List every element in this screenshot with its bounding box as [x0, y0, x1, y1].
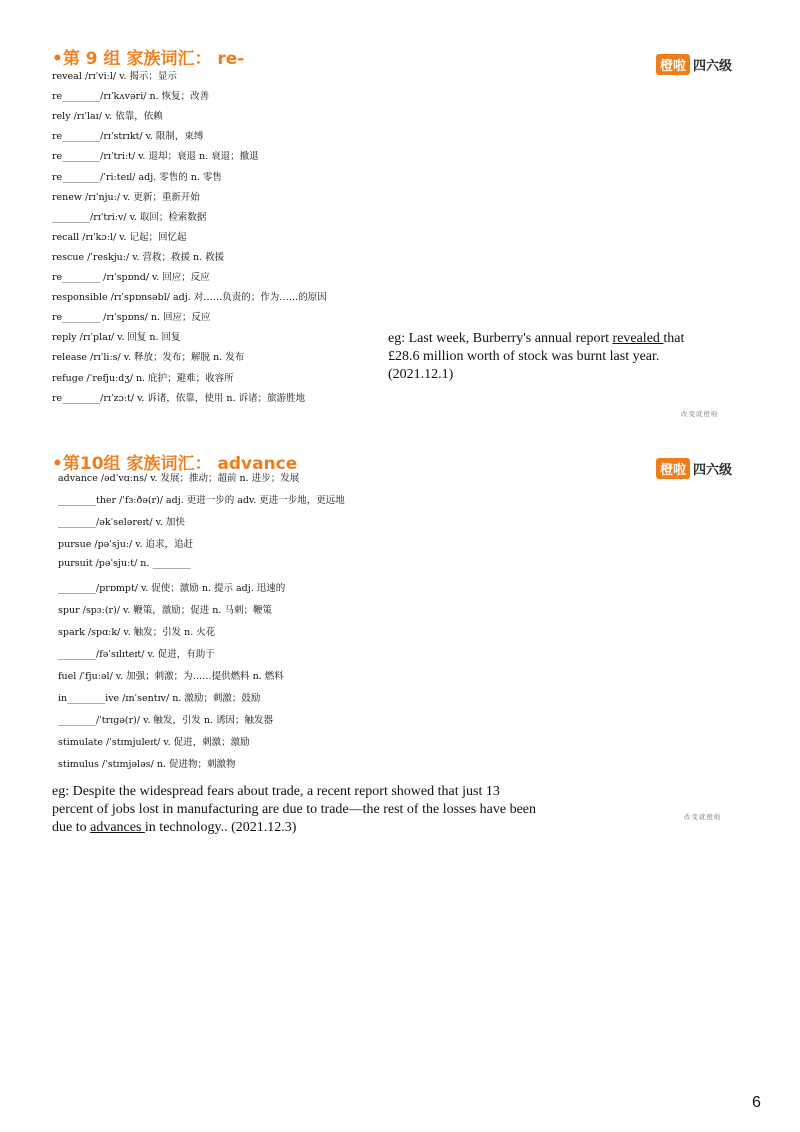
example-sentence: eg: Despite the widespread fears about trade, a recent report showed that just 13 percent of jobs lost in manufacturing are due to trade—the rest of the losses have been due to advances in technology.. (2021.12.3) [52, 784, 537, 835]
example-sentence: eg: Last week, Burberry's annual report revealed that £28.6 million worth of stock was burnt last year.(2021.12.1) [388, 331, 685, 382]
vocab-entry: rely /rɪˈlaɪ/ v. 依靠，依赖 [52, 111, 163, 123]
vocab-entry: ________/fəˈsɪlɪteɪt/ v. 促进，有助于 [58, 649, 215, 660]
brand-logo [656, 54, 732, 75]
vocab-entry: reply /rɪˈplaɪ/ v. 回复 n. 回复 [52, 332, 181, 344]
vocab-entry: re________/rɪˈkʌvəri/ n. 恢复；改善 [52, 91, 210, 103]
vocab-entry: spark /spɑːk/ v. 触发；引发 n. 火花 [58, 627, 216, 638]
vocab-entry: advance /ədˈvɑːns/ v. 发展；推动；超前 n. 进步；发展 [58, 473, 300, 484]
vocab-entry: rescue /ˈreskjuː/ v. 营救；救援 n. 救援 [52, 251, 225, 263]
vocab-entry: ________/ˈtrɪgə(r)/ v. 触发，引发 n. 诱因；触发器 [58, 715, 274, 726]
vocab-entry: ________/prɒmpt/ v. 促使；激励 n. 提示 adj. 迅速的 [58, 583, 286, 594]
vocab-entry: re________/rɪˈstrɪkt/ v. 限制，束缚 [52, 131, 204, 143]
vocab-entry: re________/ˈriːteɪl/ adj. 零售的 n. 零售 [52, 171, 222, 183]
vocab-entry: pursuit /pəˈsjuːt/ n. ________ [58, 558, 191, 569]
highlighted-word: revealed [612, 331, 664, 346]
vocab-entry: renew /rɪˈnjuː/ v. 更新；重新开始 [52, 191, 200, 203]
highlighted-word: advances [90, 820, 145, 835]
vocab-entry: reveal /rɪˈviːl/ v. 揭示；显示 [52, 71, 177, 82]
brand-logo-mark: 橙啦 [656, 458, 690, 479]
vocab-entry: recall /rɪˈkɔːl/ v. 记起；回忆起 [52, 231, 187, 243]
vocab-entry: re________ /rɪˈspɒnd/ v. 回应；反应 [52, 272, 210, 283]
vocab-entry: re________ /rɪˈspɒns/ n. 回应；反应 [52, 312, 211, 324]
brand-logo [656, 458, 732, 479]
vocab-entry: release /rɪˈliːs/ v. 释放；发布；解脱 n. 发布 [52, 352, 245, 364]
vocab-entry: pursue /pəˈsjuː/ v. 追求，追赶 [58, 539, 194, 550]
section-title: •第10组 家族词汇： advance [52, 454, 298, 474]
vocab-entry: stimulus /ˈstɪmjələs/ n. 促进物；刺激物 [58, 759, 236, 770]
vocab-entry: fuel /ˈfjuːəl/ v. 加强；刺激；为……提供燃料 n. 燃料 [58, 671, 284, 682]
brand-logo-text: 四六级 [693, 59, 733, 74]
vocab-entry: ________/əkˈseləreɪt/ v. 加快 [58, 517, 185, 528]
brand-logo-mark: 橙啦 [656, 54, 690, 75]
vocab-entry: in________ive /ɪnˈsentɪv/ n. 激励；刺激；鼓励 [58, 693, 261, 704]
vocab-entry: stimulate /ˈstɪmjuleɪt/ v. 促进，刺激；激励 [58, 737, 250, 748]
vocab-entry: ________ther /ˈfɜːðə(r)/ adj. 更进一步的 adv. 更进一步地，更远地 [58, 495, 345, 506]
section-title: •第 9 组 家族词汇： re- [52, 49, 245, 69]
vocab-entry: responsible /rɪˈspɒnsəbl/ adj. 对……负责的；作为……的原因 [52, 292, 327, 304]
vocab-entry: spur /spɜː(r)/ v. 鞭策，激励；促进 n. 马刺；鞭策 [58, 605, 272, 616]
page-number: 6 [752, 1094, 761, 1111]
watermark: 改变就橙啦 [684, 813, 722, 821]
vocab-entry: ________/rɪˈtriːv/ v. 取回；检索数据 [52, 211, 207, 223]
brand-logo-text: 四六级 [693, 463, 733, 478]
vocab-entry: refuge /ˈrefjuːdʒ/ n. 庇护；避难；收容所 [52, 372, 234, 384]
vocab-entry: re________/rɪˈtriːt/ v. 退却；衰退 n. 衰退；撤退 [52, 151, 259, 163]
vocab-entry: re________/rɪˈzɔːt/ v. 诉诸，依靠，使用 n. 诉诸；旅游胜地 [52, 392, 306, 404]
watermark: 改变就橙啦 [681, 410, 719, 418]
